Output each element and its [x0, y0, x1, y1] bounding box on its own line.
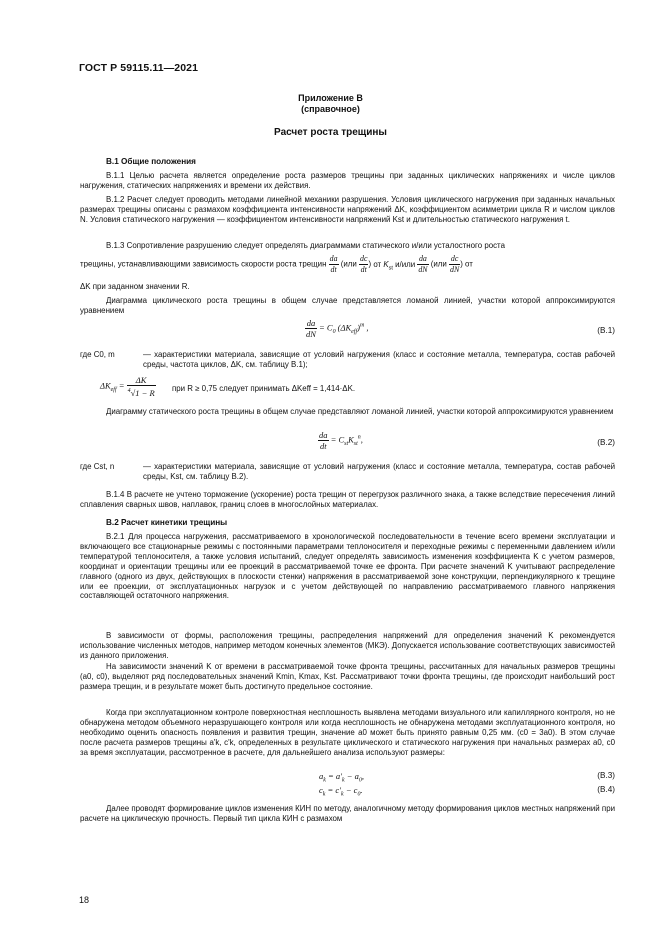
- equation-number-b1: (В.1): [597, 326, 615, 335]
- appendix-title: Расчет роста трещины: [274, 127, 387, 138]
- paragraph-b2-5: Далее проводят формирование циклов изменения КИН по методу, аналогичному методу формирования циклов местных напряжений при расчете на циклическую прочность. Первый тип цикла КИН с размахом: [80, 804, 615, 823]
- paragraph-b2-2: В зависимости от формы, расположения трещины, распределения напряжений для определения значений K рекомендуется использование численных методов, например методом конечных элементов (МКЭ). Допускается использование соответствующих зависимостей из данного приложения.: [80, 631, 615, 660]
- appendix-heading: [0, 93, 661, 115]
- document-header: ГОСТ Р 59115.11—2021: [79, 62, 199, 74]
- where-clause-2: где Cst, n — характеристики материала, зависящие от условий нагружения (класс и состояние металла, температура, состав рабочей среды, Kst, см. таблицу В.2).: [80, 462, 615, 481]
- keff-rule: при R ≥ 0,75 следует принимать ΔKeff = 1,414·ΔK.: [172, 384, 356, 393]
- section-heading-b2: В.2 Расчет кинетики трещины: [106, 518, 228, 527]
- paragraph-b1-2: В.1.2 Расчет следует проводить методами линейной механики разрушения. Условия циклического нагружения при заданных начальных размерах трещины описаны с размахом коэффициента интенсивности напряжений ΔK, коэффициентом асимметрии цикла R и числом циклов N. Условия статического нагружения — коэффициентом интенсивности напряжений Kst и длительностью статического нагружения t.: [80, 195, 615, 224]
- paragraph-b1-5: Диаграмму статического роста трещины в общем случае представляют ломаной линией, участки которой аппроксимируются уравнением: [106, 407, 614, 416]
- paragraph-b1-3b: трещины, устанавливающими зависимость скорости роста трещин $\frac{da}{dt}$ (или $\frac{dc}{dt}$ ) от $K_{st}$ и/или $\frac{da}{dN}$ (или $\frac{dc}{dN}$ ) от: [80, 254, 473, 274]
- where-clause-1: где C0, m — характеристики материала, зависящие от условий нагружения (класс и состояние металла, температура, состав рабочей среды, частота циклов, ΔK, см. таблицу В.1);: [80, 350, 615, 369]
- appendix-status: (справочное): [301, 104, 360, 114]
- equation-number-b3: (В.3): [597, 771, 615, 780]
- appendix-label: Приложение В: [298, 93, 363, 103]
- paragraph-b2-4: Когда при эксплуатационном контроле поверхностная несплошность выявлена методами визуального или капиллярного контроля, но не обнаружена методом объемного неразрушающего контроля или когда несплошность не обнаружена методами эксплуатационного контроля, но необходимо оценить опасность появления и развития трещин, значение a0 может быть принято равным 0,25 мм. (c0 = 3a0). В этом случае после расчета размеров трещины a'k, c'k, определенных в результате циклического и статического нагружения при начальных размерах a0, c0 за время эксплуатации, рассмотренное в расчете, для дальнейшего анализа используют размеры:: [80, 708, 615, 757]
- page-number: 18: [79, 895, 90, 905]
- section-heading-b1: В.1 Общие положения: [106, 157, 196, 166]
- equation-number-b2: (В.2): [597, 438, 615, 447]
- paragraph-b2-3: На зависимости значений K от времени в рассматриваемой точке фронта трещины, рассчитанных для начальных размеров трещины (a0, c0), выделяют ряд последовательных значений Kmin, Kmax, Kst. Рассматривают точки фронта трещины, где происходит наибольший рост размера трещин, и в результате может быть достигнуто предельное состояние.: [80, 662, 615, 691]
- paragraph-b1-3c: ΔK при заданном значении R.: [80, 282, 190, 291]
- paragraph-b2-1: В.2.1 Для процесса нагружения, рассматриваемого в хронологической последовательности в течение всего времени эксплуатации и включающего все стационарные режимы с постоянными параметрами теплоносителя и переходные режимы с переменными давлением и/или температурой теплоносителя, а также условия испытаний, следует определять зависимость изменения коэффициента K с учетом размеров, координат и ориентации трещины или ее проекций в рассматриваемой точке ее фронта. При расчете значений K учитывают распределение главного (одного из двух, действующих в плоскости стенки) напряжения в рассматриваемой зоне конструкции, перпендикулярного к трещине или ее проекции, от эксплуатационных нагрузок и с учетом действующей по направлению рассматриваемого главного напряжения составляющей остаточного напряжения.: [80, 532, 615, 601]
- paragraph-b1-1: В.1.1 Целью расчета является определение роста размеров трещины при заданных циклических напряжениях и числе циклов нагружения, статических напряжениях и времени их действия.: [80, 171, 615, 190]
- equation-b4: $c_k = c'_k - c_0$.: [319, 785, 363, 798]
- equation-b3: $a_k = a'_k - a_0$,: [319, 771, 364, 784]
- paragraph-b1-4: Диаграмма циклического роста трещины в общем случае представляется ломаной линией, участки которой аппроксимируются уравнением: [80, 296, 615, 315]
- equation-number-b4: (В.4): [597, 785, 615, 794]
- equation-b2: $\frac{da}{dt}$ = $C_{st}K_{st}^n$,: [319, 430, 363, 451]
- paragraph-b1-3a: В.1.3 Сопротивление разрушению следует определять диаграммами статического и/или усталостного роста: [106, 241, 505, 250]
- equation-b1: $\frac{da}{dN}$ = $C_0$ $(\Delta K_{eff})^m$ ,: [306, 318, 369, 339]
- paragraph-b1-6: В.1.4 В расчете не учтено торможение (ускорение) роста трещин от перегрузок различного знака, а также вследствие пересечения линий сплавления сварных швов, наплавок, границ слоев в многослойных материалах.: [80, 490, 615, 509]
- equation-keff: $\Delta K_{eff}$ = $\frac{\Delta K}{^4√1 - R}$: [100, 375, 155, 398]
